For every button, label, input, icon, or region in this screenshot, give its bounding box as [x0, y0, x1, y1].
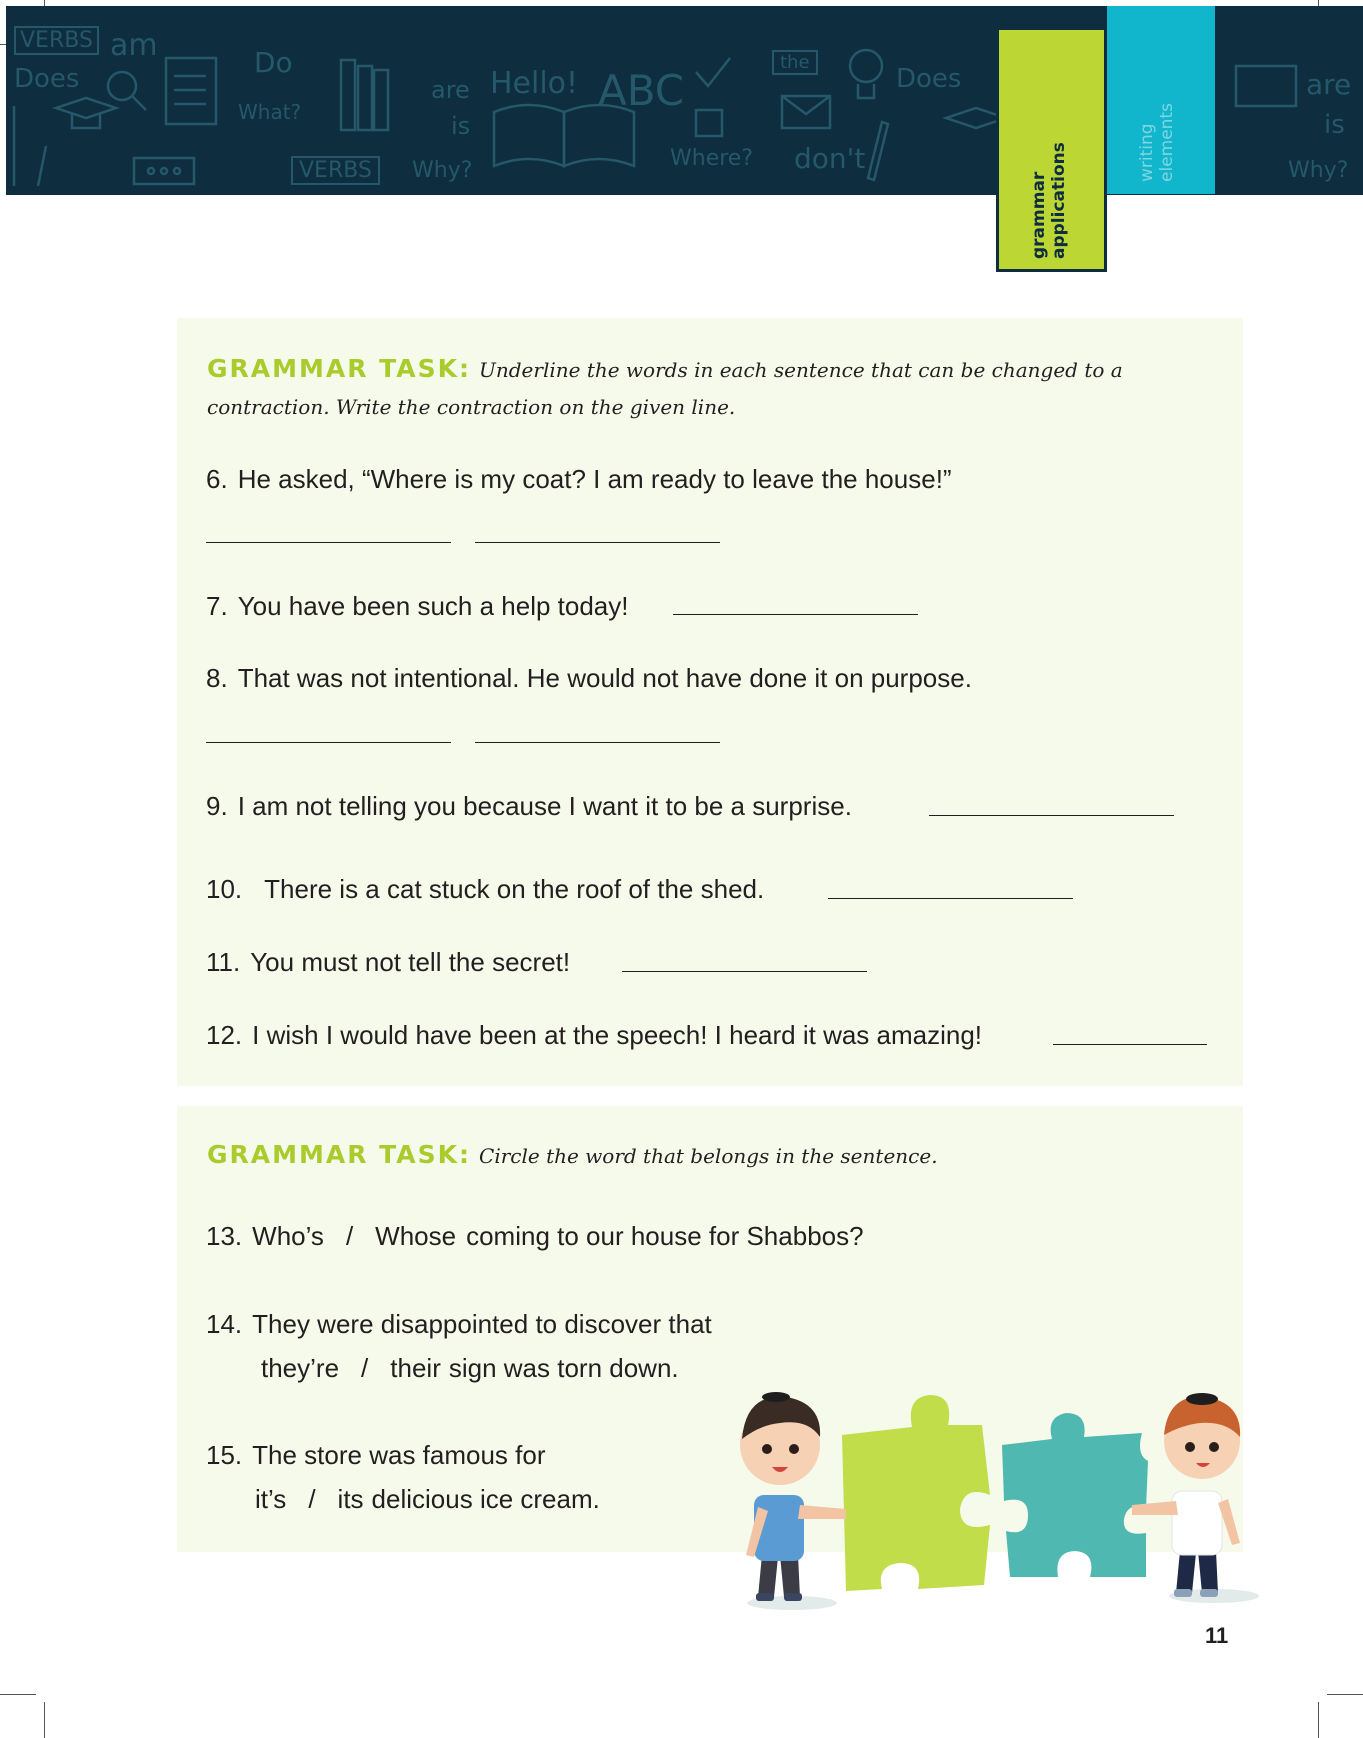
question-11 [206, 946, 570, 978]
option-2[interactable]: its [337, 1484, 364, 1514]
doodle-text: VERBS [291, 156, 380, 185]
question-text: sign was torn down. [448, 1353, 679, 1383]
doodle-text: the [772, 50, 818, 75]
option-2[interactable]: Whose [375, 1221, 457, 1251]
doodle-text: Hello! [490, 66, 579, 101]
option-1[interactable]: Who’s [252, 1221, 324, 1251]
option-1[interactable]: it’s [255, 1484, 287, 1514]
answer-line[interactable] [673, 614, 918, 615]
doodle-text: ABC [598, 66, 685, 115]
task-title: GRAMMAR TASK: [207, 1140, 472, 1169]
answer-line[interactable] [1053, 1044, 1207, 1045]
answer-line[interactable] [622, 971, 867, 972]
question-14 [206, 1308, 712, 1340]
option-separator: / [308, 1484, 316, 1514]
question-13 [206, 1220, 864, 1252]
kids-puzzle-illustration [740, 1385, 1280, 1615]
tab-writing-elements[interactable] [1107, 6, 1215, 194]
doodle-text: VERBS [14, 26, 99, 55]
doodle-text: are [1306, 68, 1352, 101]
task-header [207, 350, 1217, 426]
question-number: 10. [206, 874, 243, 904]
question-15 [206, 1439, 546, 1471]
question-number: 13. [206, 1221, 243, 1251]
answer-line[interactable] [206, 742, 451, 743]
tab-label: writing elements [1137, 103, 1177, 182]
task-header [207, 1136, 1217, 1175]
doodle-text: don't [794, 142, 866, 175]
puzzle-piece-green [842, 1395, 990, 1591]
option-2[interactable]: their [390, 1353, 441, 1383]
page-number: 11 [1205, 1623, 1229, 1648]
question-12 [206, 1019, 982, 1051]
question-10 [206, 873, 764, 905]
question-text: I wish I would have been at the speech! I heard it was amazing! [252, 1020, 983, 1050]
question-7 [206, 590, 629, 622]
option-separator: / [345, 1221, 354, 1251]
question-number: 9. [206, 791, 228, 821]
task-instruction: Circle the word that belongs in the sentence. [479, 1144, 938, 1168]
option-1[interactable]: they’re [261, 1353, 340, 1383]
question-text: delicious ice cream. [371, 1484, 600, 1514]
answer-line[interactable] [828, 898, 1073, 899]
crop-mark [1327, 1694, 1363, 1695]
question-number: 12. [206, 1020, 243, 1050]
question-text: You must not tell the secret! [250, 947, 571, 977]
task-title: GRAMMAR TASK: [207, 354, 472, 383]
question-text: They were disappointed to discover that [252, 1309, 712, 1339]
question-number: 15. [206, 1440, 243, 1470]
doodle-text: Does [896, 64, 962, 94]
answer-line[interactable] [929, 815, 1174, 816]
question-text: I am not telling you because I want it to be a surprise. [237, 791, 852, 821]
doodle-text: Does [14, 64, 80, 94]
question-9 [206, 790, 852, 822]
puzzle-piece-teal [1002, 1413, 1148, 1577]
question-text: There is a cat stuck on the roof of the shed. [264, 874, 765, 904]
question-8 [206, 662, 972, 694]
tab-grammar-applications[interactable] [996, 27, 1107, 272]
answer-line[interactable] [475, 742, 720, 743]
question-6 [206, 463, 952, 495]
doodle-text: Do [254, 46, 293, 79]
question-text: That was not intentional. He would not have done it on purpose. [237, 663, 972, 693]
crop-mark [1318, 1702, 1319, 1738]
doodle-text: are [431, 76, 470, 104]
crop-mark [44, 1702, 45, 1738]
question-number: 8. [206, 663, 228, 693]
boy-right [1132, 1393, 1240, 1597]
question-15-options [255, 1483, 600, 1515]
doodle-text: is [451, 112, 471, 140]
question-text: coming to our house for Shabbos? [466, 1221, 864, 1251]
question-number: 7. [206, 591, 228, 621]
tab-label: grammar applications [1029, 142, 1069, 259]
doodle-text: Why? [1288, 158, 1349, 183]
doodle-text: Why? [412, 158, 473, 183]
crop-mark [0, 1694, 36, 1695]
doodle-text: is [1324, 110, 1345, 140]
answer-line[interactable] [206, 542, 451, 543]
doodle-text: What? [238, 100, 302, 124]
question-text: He asked, “Where is my coat? I am ready to leave the house!” [237, 464, 952, 494]
question-text: The store was famous for [252, 1440, 546, 1470]
doodle-text: am [110, 28, 158, 63]
question-number: 11. [206, 947, 241, 977]
task-instruction: Underline the words in each sentence that can be changed to a contraction. Write the contraction on the given line. [207, 358, 1123, 419]
boy-left [740, 1392, 846, 1601]
question-text: You have been such a help today! [237, 591, 629, 621]
question-number: 6. [206, 464, 228, 494]
answer-line[interactable] [475, 542, 720, 543]
question-number: 14. [206, 1309, 243, 1339]
option-separator: / [361, 1353, 369, 1383]
doodle-text: Where? [670, 146, 754, 171]
question-14-options [261, 1352, 679, 1384]
